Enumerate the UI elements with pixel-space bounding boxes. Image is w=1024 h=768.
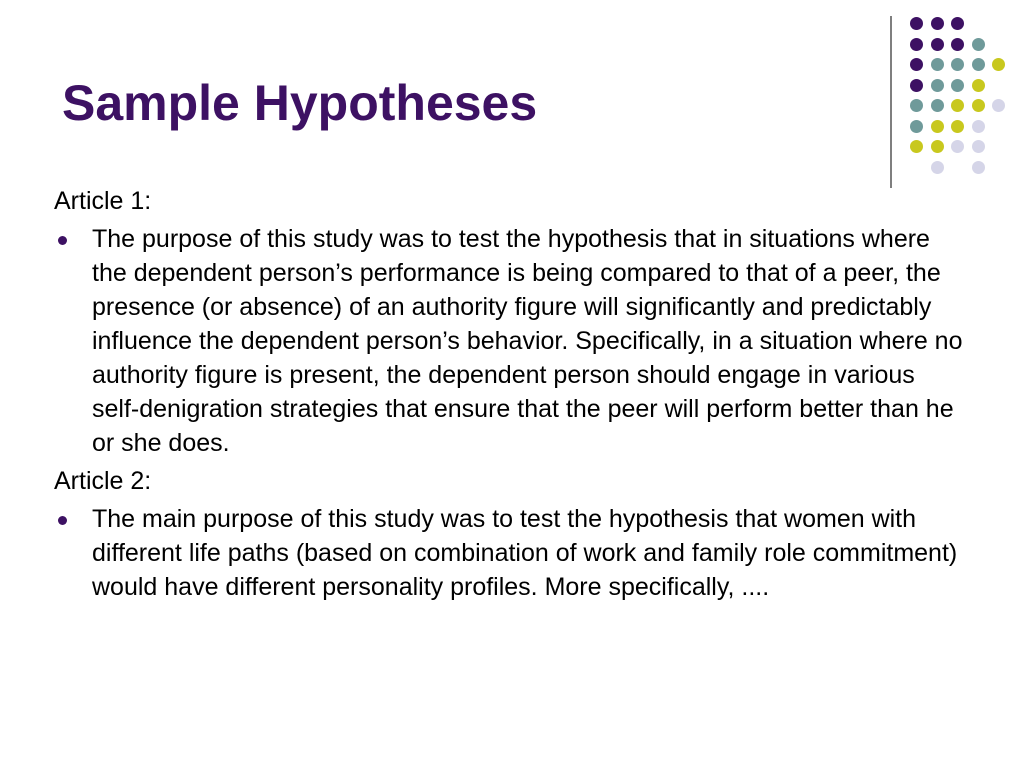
decorative-dot-icon — [931, 79, 944, 92]
decorative-dot-icon — [972, 38, 985, 51]
decorative-dot-icon — [910, 99, 923, 112]
decorative-dot-icon — [931, 58, 944, 71]
decorative-dot-icon — [931, 161, 944, 174]
article-2-bullet — [54, 502, 964, 604]
decorative-dot-icon — [972, 79, 985, 92]
decorative-dot-icon — [951, 58, 964, 71]
decorative-dot-icon — [910, 140, 923, 153]
slide-body — [54, 184, 964, 604]
decorative-dot-icon — [972, 99, 985, 112]
decorative-dot-icon — [931, 120, 944, 133]
slide-title: Sample Hypotheses — [62, 75, 538, 131]
article-2-heading: Article 2: — [54, 467, 152, 495]
decorative-dot-icon — [951, 17, 964, 30]
decorative-dot-icon — [992, 58, 1005, 71]
decorative-dot-icon — [972, 140, 985, 153]
decorative-dot-icon — [972, 120, 985, 133]
decorative-dot-icon — [951, 38, 964, 51]
article-1-bullet — [54, 222, 964, 460]
decorative-dot-icon — [972, 161, 985, 174]
decorative-dot-icon — [931, 17, 944, 30]
decorative-dot-icon — [910, 17, 923, 30]
decorative-dot-icon — [951, 140, 964, 153]
article-1-text: The purpose of this study was to test the hypothesis that in situations where the dependent person’s performance is being compared to that of a peer, the presence (or absence) of an authority figure will significantly and predictably influence the dependent person’s behavior. Specifically, in a situation where no authority figure is present, the dependent person should engage in various self-denigration strategies that ensure that the peer will perform better than he or she does. — [92, 225, 963, 457]
decorative-dot-icon — [910, 58, 923, 71]
decorative-dot-icon — [910, 79, 923, 92]
bullet-dot-icon — [58, 516, 67, 525]
decorative-dot-icon — [951, 120, 964, 133]
decorative-dot-icon — [972, 58, 985, 71]
decorative-dot-icon — [951, 99, 964, 112]
decorative-dot-icon — [992, 99, 1005, 112]
decorative-dot-icon — [910, 38, 923, 51]
article-1-heading: Article 1: — [54, 187, 152, 215]
decorative-dot-icon — [931, 140, 944, 153]
article-2-text: The main purpose of this study was to test the hypothesis that women with different life paths (based on combination of work and family role commitment) would have different personality profiles. More specifically, .... — [92, 505, 958, 601]
decorative-dot-icon — [931, 38, 944, 51]
vertical-divider — [890, 16, 892, 188]
decorative-dot-icon — [931, 99, 944, 112]
decorative-dot-icon — [910, 120, 923, 133]
bullet-dot-icon — [58, 236, 67, 245]
decorative-dot-icon — [951, 79, 964, 92]
